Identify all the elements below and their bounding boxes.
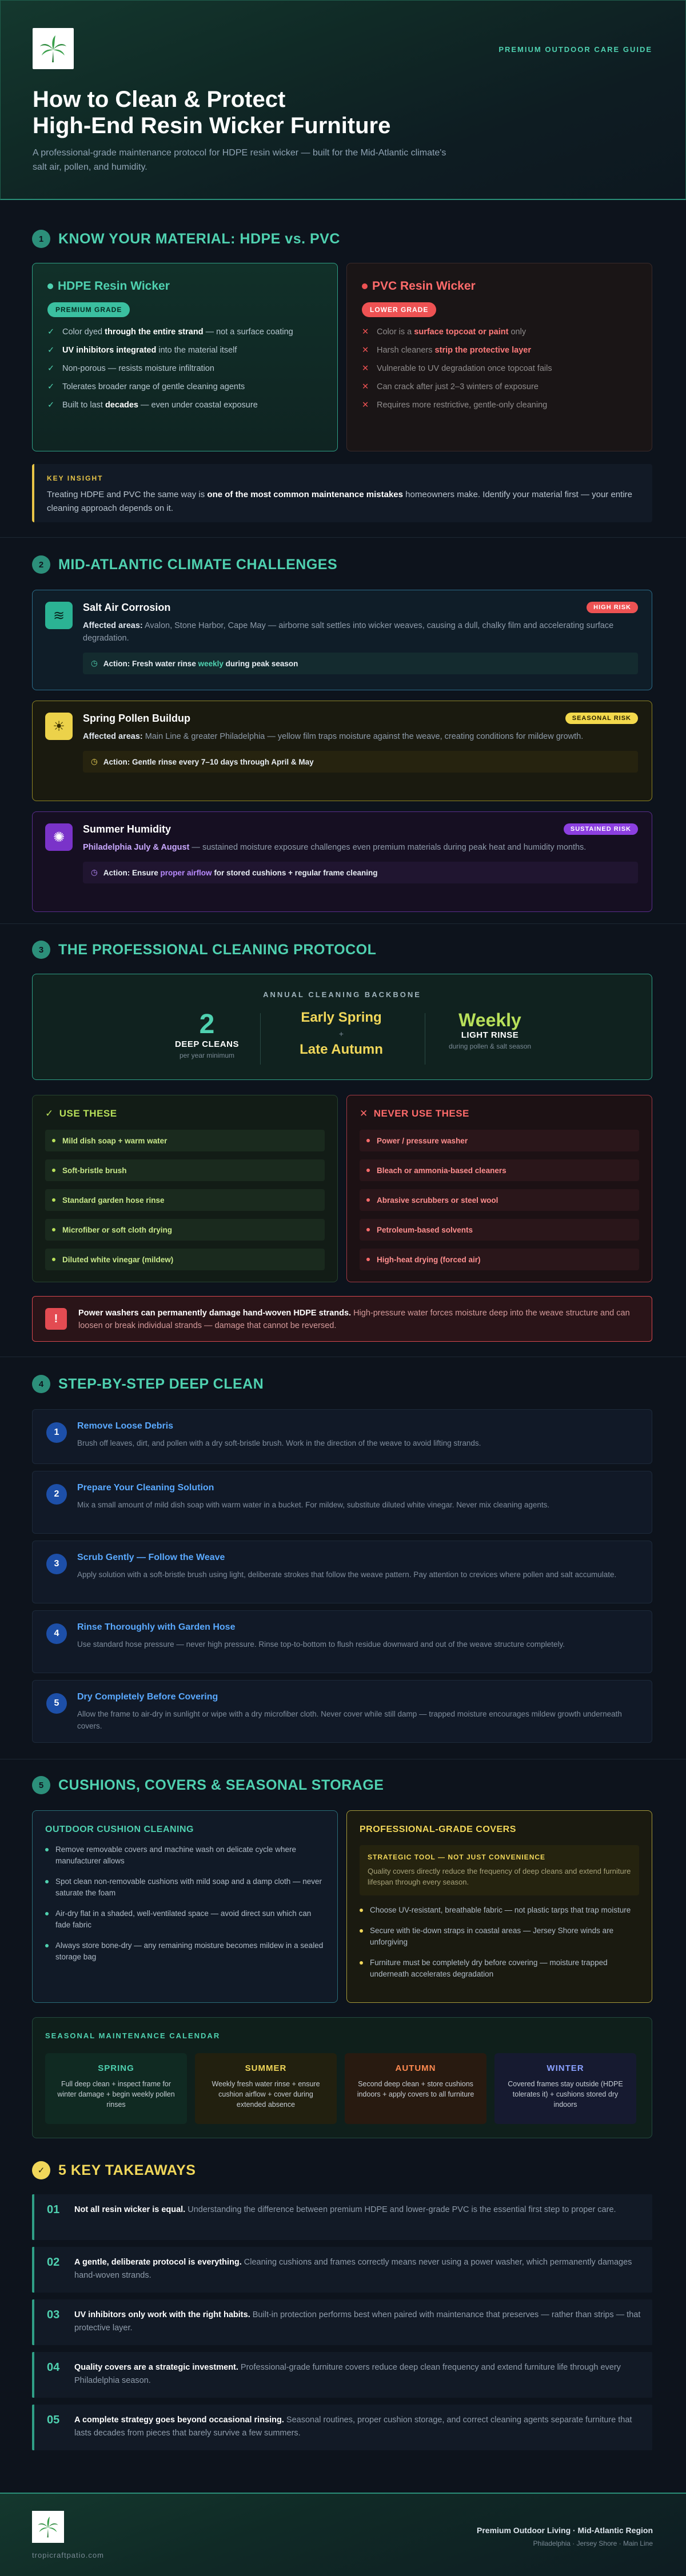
bullet-icon — [52, 1198, 55, 1202]
list-item: Mild dish soap + warm water — [45, 1130, 325, 1151]
x-icon: ✕ — [362, 327, 369, 337]
header-kicker: PREMIUM OUTDOOR CARE GUIDE — [498, 45, 652, 54]
bullet-icon — [45, 1848, 49, 1851]
climate-card-humidity — [32, 811, 652, 912]
climate-title: Summer Humidity — [83, 823, 172, 835]
deep-cleans-sub: per year minimum — [179, 1051, 235, 1059]
step-number: 3 — [46, 1554, 67, 1574]
footer-info — [477, 2526, 653, 2547]
covers-card — [346, 1810, 652, 2003]
annual-backbone — [32, 974, 652, 1080]
hdpe-list — [47, 326, 322, 411]
list-item: ✓ UV inhibitors integrated into the material itself — [47, 346, 237, 355]
section-number: 3 — [32, 941, 50, 959]
bullet-icon — [360, 1909, 363, 1912]
step-number: 4 — [46, 1623, 67, 1644]
plus-sign: + — [338, 1029, 344, 1038]
check-icon: ✓ — [45, 1108, 54, 1119]
season-summer: SUMMER Weekly fresh water rinse + ensure cushion airflow + cover during extended absence — [195, 2053, 337, 2124]
footer-site-link[interactable]: tropicraftpatio.com — [32, 2551, 104, 2559]
list-item: Furniture must be completely dry before covering — moisture trapped underneath accelerates degradation — [360, 1957, 639, 1980]
list-item: Bleach or ammonia-based cleaners — [360, 1159, 639, 1181]
list-item: ✕ Color is a surface topcoat or paint only — [362, 327, 527, 337]
season-autumn: AUTUMN Second deep clean + store cushions indoors + apply covers to all furniture — [345, 2053, 486, 2124]
dot-icon — [47, 283, 53, 289]
step-title: Dry Completely Before Covering — [77, 1692, 218, 1702]
bullet-icon — [366, 1169, 370, 1172]
list-item: Remove removable covers and machine wash on delicate cycle where manufacturer allows — [45, 1844, 325, 1867]
clock-icon: ◷ — [91, 757, 98, 766]
season-early-spring: Early Spring — [301, 1010, 382, 1025]
footer-tagline: Premium Outdoor Living · Mid-Atlantic Region — [477, 2526, 653, 2535]
list-item: Abrasive scrubbers or steel wool — [360, 1189, 639, 1211]
humidity-icon: ✺ — [45, 823, 73, 851]
bullet-icon — [52, 1228, 55, 1231]
check-badge-icon: ✓ — [32, 2161, 50, 2179]
pvc-title-text: PVC Resin Wicker — [372, 279, 476, 293]
check-icon: ✓ — [47, 346, 55, 355]
climate-body: Affected areas: Avalon, Stone Harbor, Cape May — airborne salt settles into wicker weaves, causing a dull, chalky film and accelerating surface degradation. — [83, 621, 614, 643]
risk-badge: SEASONAL RISK — [565, 713, 638, 724]
separator — [260, 1013, 261, 1065]
risk-badge: HIGH RISK — [587, 602, 638, 613]
step-card — [32, 1409, 652, 1464]
never-use-list — [346, 1095, 652, 1282]
x-icon: ✕ — [360, 1108, 368, 1119]
palm-logo-icon — [33, 28, 74, 69]
section-title: 5 KEY TAKEAWAYS — [58, 2162, 196, 2178]
section-heading — [32, 1775, 652, 1795]
bullet-icon — [360, 1929, 363, 1933]
list-item: High-heat drying (forced air) — [360, 1249, 639, 1270]
power-washer-warning: ! Power washers can permanently damage hand-woven HDPE strands. High-pressure water forces moisture deep into the weave structure and can loosen or break individual strands — damage that cannot be reversed. — [32, 1296, 652, 1342]
climate-card-salt — [32, 590, 652, 690]
climate-body: Affected areas: Main Line & greater Philadelphia — yellow film traps moisture against the weave, creating conditions for mildew growth. — [83, 732, 584, 741]
weekly-sub: during pollen & salt season — [448, 1042, 532, 1050]
climate-body: Philadelphia July & August — sustained moisture exposure challenges even premium materials during peak heat and humidity months. — [83, 843, 587, 852]
season-late-autumn: Late Autumn — [300, 1042, 383, 1057]
deep-cleans-label: DEEP CLEANS — [175, 1039, 239, 1049]
section-number: 2 — [32, 555, 50, 574]
list-item: ✕ Can crack after just 2–3 winters of exposure — [362, 382, 539, 391]
bullet-icon — [45, 1880, 49, 1883]
pvc-list — [362, 326, 637, 411]
section-title: MID-ATLANTIC CLIMATE CHALLENGES — [58, 556, 338, 573]
x-icon: ✕ — [362, 364, 369, 373]
covers-title: PROFESSIONAL-GRADE COVERS — [360, 1825, 516, 1834]
takeaway-item: 05 A complete strategy goes beyond occasional rinsing. Seasonal routines, proper cushion storage, and correct cleaning agents separate furniture that lasts decades from pieces that barely survive a few summers. — [32, 2405, 652, 2450]
bullet-icon — [366, 1228, 370, 1231]
calendar-title: SEASONAL MAINTENANCE CALENDAR — [45, 2031, 221, 2040]
section-number: 1 — [32, 230, 50, 248]
list-item: Spot clean non-removable cushions with mild soap and a damp cloth — never saturate the foam — [45, 1876, 325, 1899]
x-icon: ✕ — [362, 401, 369, 410]
section-heading — [32, 229, 652, 249]
step-number: 5 — [46, 1693, 67, 1714]
section-climate — [32, 554, 652, 877]
bullet-icon — [366, 1258, 370, 1261]
step-title: Remove Loose Debris — [77, 1421, 174, 1431]
footer — [0, 2493, 686, 2576]
section-title: KNOW YOUR MATERIAL: HDPE vs. PVC — [58, 230, 340, 247]
section-title: THE PROFESSIONAL CLEANING PROTOCOL — [58, 941, 377, 958]
climate-action: ◷ Action: Gentle rinse every 7–10 days through April & May — [83, 751, 638, 773]
step-card — [32, 1471, 652, 1534]
clock-icon: ◷ — [91, 868, 98, 877]
tool-label: STRATEGIC TOOL — NOT JUST CONVENIENCE — [368, 1853, 546, 1861]
climate-card-pollen — [32, 701, 652, 801]
risk-badge: SUSTAINED RISK — [564, 823, 638, 835]
section-number: 5 — [32, 1776, 50, 1794]
cushion-cleaning-card — [32, 1810, 338, 2003]
sun-icon: ☀ — [45, 713, 73, 740]
lower-grade-badge: LOWER GRADE — [362, 302, 436, 317]
deep-cleans-count: 2 — [199, 1009, 215, 1039]
climate-title: Salt Air Corrosion — [83, 602, 171, 613]
clock-icon: ◷ — [91, 659, 98, 667]
warning-icon: ! — [45, 1308, 67, 1330]
cushion-title: OUTDOOR CUSHION CLEANING — [45, 1825, 194, 1834]
section-number: 4 — [32, 1375, 50, 1393]
section-heading — [32, 2160, 652, 2181]
palm-logo-icon — [32, 2511, 64, 2543]
deep-clean-seasons — [273, 1010, 410, 1058]
list-item: Air-dry flat in a shaded, well-ventilated space — avoid direct sun which can fade fabric — [45, 1908, 325, 1931]
list-item: Always store bone-dry — any remaining moisture becomes mildew in a sealed storage bag — [45, 1940, 325, 1963]
dot-icon — [362, 283, 368, 289]
bullet-icon — [45, 1912, 49, 1915]
bullet-icon — [52, 1139, 55, 1142]
tool-text: Quality covers directly reduce the frequency of deep cleans and extend furniture lifespan through every season. — [368, 1867, 631, 1886]
list-item: ✓ Tolerates broader range of gentle cleaning agents — [47, 382, 245, 391]
section-steps — [32, 1374, 652, 1730]
header — [0, 0, 686, 200]
never-use-title: ✕ NEVER USE THESE — [360, 1108, 469, 1119]
bullet-icon — [366, 1198, 370, 1202]
list-item: ✕ Requires more restrictive, gentle-only cleaning — [362, 401, 548, 410]
list-item: ✓ Non-porous — resists moisture infiltration — [47, 364, 214, 373]
divider — [0, 537, 686, 538]
check-icon: ✓ — [47, 401, 55, 410]
x-icon: ✕ — [362, 382, 369, 391]
section-heading — [32, 939, 652, 960]
list-item: Microfiber or soft cloth drying — [45, 1219, 325, 1241]
step-text: Use standard hose pressure — never high pressure. Rinse top-to-bottom to flush residue downward and out of the weave structure completely. — [77, 1640, 565, 1649]
hdpe-title — [47, 279, 322, 293]
step-card — [32, 1541, 652, 1603]
step-number: 2 — [46, 1484, 67, 1505]
insight-label: KEY INSIGHT — [47, 474, 103, 482]
bullet-icon — [45, 1944, 49, 1947]
light-rinse-label: LIGHT RINSE — [461, 1030, 519, 1040]
premium-grade-badge: PREMIUM GRADE — [47, 302, 130, 317]
list-item: Diluted white vinegar (mildew) — [45, 1249, 325, 1270]
check-icon: ✓ — [47, 327, 55, 337]
section-takeaways — [32, 2160, 652, 2438]
strategic-tool-box — [360, 1845, 639, 1895]
title-line-2: High-End Resin Wicker Furniture — [33, 113, 391, 138]
deep-cleans-stat — [170, 1010, 244, 1059]
climate-title: Spring Pollen Buildup — [83, 713, 190, 724]
step-title: Scrub Gently — Follow the Weave — [77, 1553, 225, 1562]
takeaway-item: 01 Not all resin wicker is equal. Understanding the difference between premium HDPE and lower-grade PVC is the essential first step to proper care. — [32, 2194, 652, 2240]
section-material — [32, 229, 652, 513]
takeaway-item: 04 Quality covers are a strategic investment. Professional-grade furniture covers reduce deep clean frequency and extend furniture life through every Philadelphia season. — [32, 2352, 652, 2398]
pvc-title — [362, 279, 637, 293]
key-insight — [32, 464, 652, 522]
use-these-list — [32, 1095, 338, 1282]
step-number: 1 — [46, 1422, 67, 1443]
check-icon: ✓ — [47, 364, 55, 373]
season-spring: SPRING Full deep clean + inspect frame for winter damage + begin weekly pollen rinses — [45, 2053, 187, 2124]
step-card — [32, 1680, 652, 1743]
step-title: Rinse Thoroughly with Garden Hose — [77, 1622, 236, 1632]
step-card — [32, 1610, 652, 1673]
takeaway-item: 03 UV inhibitors only work with the right habits. Built-in protection performs best when paired with maintenance that preserves — rather than strips — that protective layer. — [32, 2299, 652, 2345]
list-item: Power / pressure washer — [360, 1130, 639, 1151]
step-text: Allow the frame to air-dry in sunlight or wipe with a dry microfiber cloth. Never cover while still damp — trapped moisture encourages mildew growth underneath covers. — [77, 1710, 622, 1730]
seasonal-calendar — [32, 2017, 652, 2138]
insight-text: Treating HDPE and PVC the same way is one of the most common maintenance mistakes homeowners make. Identify your material first — your entire cleaning approach depends on it. — [47, 490, 632, 513]
weekly-label: Weekly — [458, 1010, 521, 1030]
list-item: Secure with tie-down straps in coastal areas — Jersey Shore winds are unforgiving — [360, 1925, 639, 1948]
section-title: CUSHIONS, COVERS & SEASONAL STORAGE — [58, 1777, 384, 1793]
list-item: ✕ Vulnerable to UV degradation once topcoat fails — [362, 364, 552, 373]
section-heading — [32, 554, 652, 575]
title-line-1: How to Clean & Protect — [33, 87, 286, 112]
section-cushions — [32, 1775, 652, 2109]
section-title: STEP-BY-STEP DEEP CLEAN — [58, 1375, 264, 1392]
check-icon: ✓ — [47, 382, 55, 391]
bullet-icon — [52, 1169, 55, 1172]
list-item: ✓ Built to last decades — even under coastal exposure — [47, 401, 258, 410]
footer-areas: Philadelphia · Jersey Shore · Main Line — [533, 2539, 653, 2547]
season-winter: WINTER Covered frames stay outside (HDPE tolerates it) + cushions stored dry indoors — [494, 2053, 636, 2124]
list-item: ✕ Harsh cleaners strip the protective layer — [362, 346, 531, 355]
weekly-rinse-stat — [433, 1010, 547, 1050]
step-title: Prepare Your Cleaning Solution — [77, 1483, 214, 1493]
list-item: ✓ Color dyed through the entire strand — not a surface coating — [47, 327, 293, 337]
section-heading — [32, 1374, 652, 1394]
waves-icon: ≋ — [45, 602, 73, 629]
x-icon: ✕ — [362, 346, 369, 355]
page-subtitle: A professional-grade maintenance protocol for HDPE resin wicker — built for the Mid-Atlantic climate's salt air, pollen, and humidity. — [33, 148, 446, 172]
hdpe-card — [32, 263, 338, 451]
divider — [0, 923, 686, 924]
takeaway-item: 02 A gentle, deliberate protocol is everything. Cleaning cushions and frames correctly means never using a power washer, which permanently damages hand-woven strands. — [32, 2247, 652, 2293]
bullet-icon — [360, 1961, 363, 1965]
step-text: Apply solution with a soft-bristle brush using light, deliberate strokes that follow the weave pattern. Pay attention to crevices where pollen and salt accumulate. — [77, 1570, 617, 1579]
climate-action: ◷ Action: Ensure proper airflow for stored cushions + regular frame cleaning — [83, 862, 638, 883]
climate-action: ◷ Action: Fresh water rinse weekly during peak season — [83, 653, 638, 674]
step-text: Mix a small amount of mild dish soap with warm water in a bucket. For mildew, substitute diluted white vinegar. Never mix cleaning agents. — [77, 1501, 550, 1509]
hdpe-title-text: HDPE Resin Wicker — [58, 279, 170, 293]
bullet-icon — [366, 1139, 370, 1142]
list-item: Standard garden hose rinse — [45, 1189, 325, 1211]
page-title — [33, 86, 547, 139]
backbone-label: ANNUAL CLEANING BACKBONE — [263, 990, 421, 999]
bullet-icon — [52, 1258, 55, 1261]
list-item: Soft-bristle brush — [45, 1159, 325, 1181]
list-item: Choose UV-resistant, breathable fabric — not plastic tarps that trap moisture — [360, 1905, 639, 1916]
use-these-title: ✓ USE THESE — [45, 1108, 117, 1119]
step-text: Brush off leaves, dirt, and pollen with a dry soft-bristle brush. Work in the direction of the weave to avoid lifting strands. — [77, 1439, 481, 1447]
section-protocol — [32, 939, 652, 1330]
list-item: Petroleum-based solvents — [360, 1219, 639, 1241]
pvc-card — [346, 263, 652, 451]
